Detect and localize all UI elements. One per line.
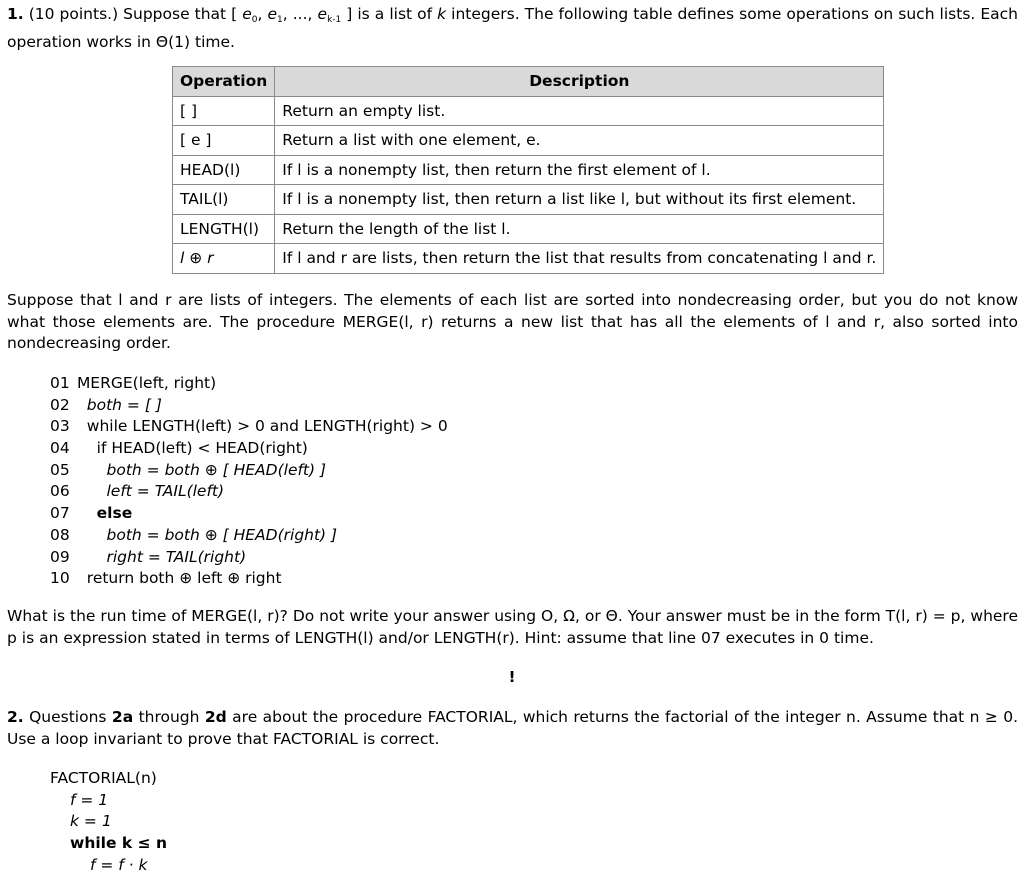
table-row <box>173 96 884 126</box>
table-cell-op: LENGTH(l) <box>173 214 275 244</box>
code-line: while k ≤ n <box>70 834 168 853</box>
code-line: 08 both = both ⊕ [ HEAD(right) ] <box>50 525 338 544</box>
factorial-code <box>50 768 167 876</box>
code-line: 09 right = TAIL(right) <box>50 547 247 566</box>
code-line: f = f · k <box>90 855 148 874</box>
code-line: FACTORIAL(n) <box>50 769 157 787</box>
merge-intro: Suppose that l and r are lists of integers. The elements of each list are sorted into nondecreasing order, but you do not know what those elements are. The procedure MERGE(l, r) returns a new list that has all the elements of l and r, also sorted into nondecreasing order. <box>7 291 1018 352</box>
q1-points: (10 points.) <box>28 5 119 23</box>
table-row <box>173 155 884 185</box>
table-row <box>173 126 884 156</box>
table-row <box>173 244 884 274</box>
table-cell-desc: Return a list with one element, e. <box>275 126 884 156</box>
table-cell-op: HEAD(l) <box>173 155 275 185</box>
q2-intro: 2. Questions 2a through 2d are about the procedure FACTORIAL, which returns the factorial of the integer n. Assume that n ≥ 0. Use a loop invariant to prove that FACTORIAL is correct. <box>7 708 1019 748</box>
code-line: k = 1 <box>70 812 112 831</box>
code-line: 01 MERGE(left, right) <box>50 374 217 392</box>
table-cell-op: TAIL(l) <box>173 185 275 215</box>
table-cell-op: l ⊕ r <box>173 244 275 274</box>
table-row <box>173 214 884 244</box>
table-cell-desc: Return the length of the list l. <box>275 214 884 244</box>
table-cell-op: [ ] <box>173 96 275 126</box>
code-line: 03 while LENGTH(left) > 0 and LENGTH(right) > 0 <box>50 417 448 436</box>
code-line: 05 both = both ⊕ [ HEAD(left) ] <box>50 460 327 479</box>
table-row <box>173 185 884 215</box>
q2-number: 2. <box>7 708 24 726</box>
merge-code <box>50 373 448 590</box>
table-cell-desc: If l is a nonempty list, then return the first element of l. <box>275 155 884 185</box>
q1-intro: 1. (10 points.) Suppose that [ $e_0$, $e_1$, ..., $e_{k-1}$ ] is a list of k integers. The following table defines some operations on such lists. Each operation works in Θ(1) time. <box>7 5 1018 51</box>
table-cell-desc: If l and r are lists, then return the list that results from concatenating l and r. <box>275 244 884 274</box>
table-cell-desc: If l is a nonempty list, then return a list like l, but without its first element. <box>275 185 884 215</box>
q1-number: 1. <box>7 5 24 23</box>
description-header: Description <box>275 67 884 97</box>
table-cell-desc: Return an empty list. <box>275 96 884 126</box>
table-header-row <box>173 67 884 97</box>
q1-question: What is the run time of MERGE(l, r)? Do not write your answer using O, Ω, or Θ. Your answer must be in the form T(l, r) = p, where p is an expression stated in terms of LENGTH(l) and/or LENGTH(r). Hint: assume that line 07 executes in 0 time. <box>7 607 1018 647</box>
code-line: 10 return both ⊕ left ⊕ right <box>50 569 282 588</box>
operation-header: Operation <box>173 67 275 97</box>
code-line: 04 if HEAD(left) < HEAD(right) <box>50 439 308 458</box>
section-separator: ! <box>508 668 516 686</box>
operations-table <box>172 66 884 274</box>
table-cell-op: [ e ] <box>173 126 275 156</box>
code-line: 02 both = [ ] <box>50 395 162 414</box>
code-line: 06 left = TAIL(left) <box>50 482 225 501</box>
code-line: 07 else <box>50 504 133 523</box>
code-line: f = 1 <box>70 790 109 809</box>
